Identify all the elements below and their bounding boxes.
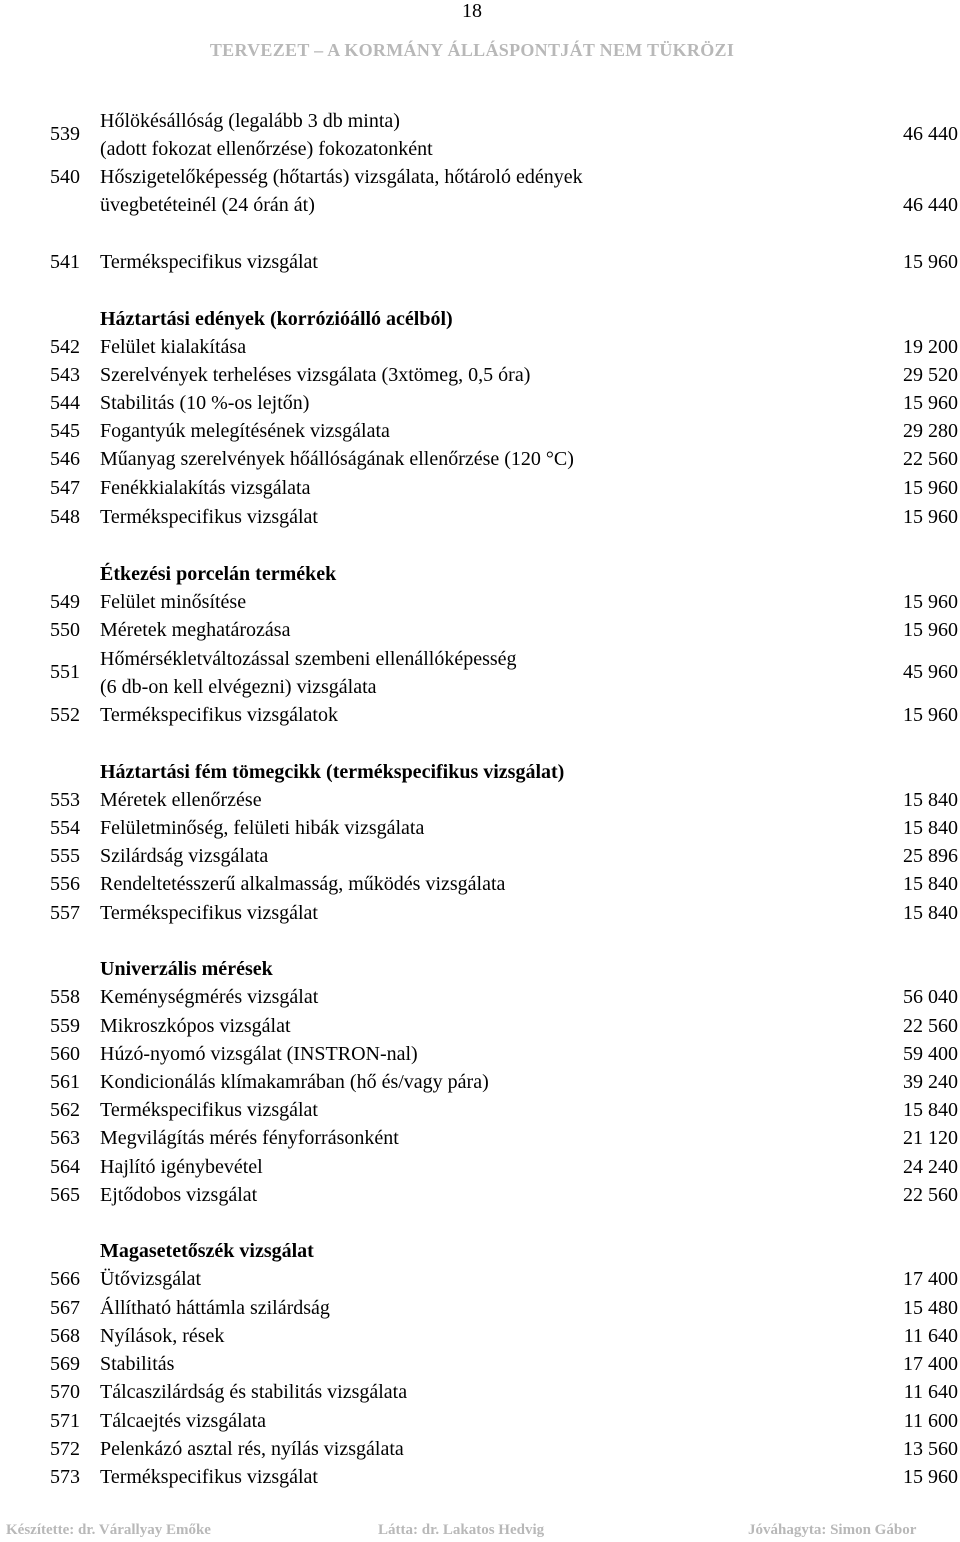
- item-number: 563: [50, 1127, 80, 1149]
- item-number: 567: [50, 1297, 80, 1319]
- item-number: 542: [50, 336, 80, 358]
- item-price: 15 840: [903, 817, 958, 839]
- item-description: Felület kialakítása: [100, 336, 247, 358]
- item-description: Műanyag szerelvények hőállóságának ellenőrzése (120 °C): [100, 448, 574, 470]
- item-description: Állítható háttámla szilárdság: [100, 1297, 330, 1319]
- item-price: 13 560: [903, 1438, 958, 1460]
- item-price: 46 440: [903, 194, 958, 216]
- item-number: 570: [50, 1381, 80, 1403]
- item-description: Ejtődobos vizsgálat: [100, 1184, 258, 1206]
- item-price: 56 040: [903, 986, 958, 1008]
- item-price: 15 840: [903, 873, 958, 895]
- item-description: Felület minősítése: [100, 591, 247, 613]
- item-number: 554: [50, 817, 80, 839]
- item-number: 566: [50, 1268, 80, 1290]
- section-heading: Univerzális mérések: [100, 958, 273, 980]
- item-number: 545: [50, 420, 80, 442]
- item-price: 11 600: [903, 1410, 958, 1432]
- section-heading: Háztartási edények (korrózióálló acélból): [100, 308, 453, 330]
- item-price: 29 280: [903, 420, 958, 442]
- item-description: Fenékkialakítás vizsgálata: [100, 477, 311, 499]
- item-description: Méretek ellenőrzése: [100, 789, 262, 811]
- item-number: 565: [50, 1184, 80, 1206]
- item-price: 46 440: [903, 123, 958, 145]
- item-price: 59 400: [903, 1043, 958, 1065]
- item-number: 548: [50, 506, 80, 528]
- item-number: 544: [50, 392, 80, 414]
- item-number: 555: [50, 845, 80, 867]
- item-description: Méretek meghatározása: [100, 619, 291, 641]
- item-description: Termékspecifikus vizsgálat: [100, 506, 318, 528]
- item-price: 15 960: [903, 1466, 958, 1488]
- item-price: 22 560: [903, 1015, 958, 1037]
- item-number: 541: [50, 251, 80, 273]
- item-description: Hőszigetelőképesség (hőtartás) vizsgálata, hőtároló edények: [100, 166, 583, 188]
- item-price: 15 960: [903, 704, 958, 726]
- item-description: Termékspecifikus vizsgálat: [100, 1466, 318, 1488]
- item-description: Termékspecifikus vizsgálat: [100, 1099, 318, 1121]
- draft-watermark-note: TERVEZET – A KORMÁNY ÁLLÁSPONTJÁT NEM TÜKRÖZI: [209, 40, 735, 60]
- item-price: 15 960: [903, 506, 958, 528]
- footer-reviewed-by: Látta: dr. Lakatos Hedvig: [378, 1522, 545, 1538]
- item-price: 39 240: [903, 1071, 958, 1093]
- item-description: Termékspecifikus vizsgálatok: [100, 704, 338, 726]
- page-number: 18: [462, 0, 482, 22]
- item-description: Mikroszkópos vizsgálat: [100, 1015, 291, 1037]
- item-number: 573: [50, 1466, 80, 1488]
- item-price: 22 560: [903, 1184, 958, 1206]
- item-price: 19 200: [903, 336, 958, 358]
- item-price: 15 840: [903, 902, 958, 924]
- item-number: 543: [50, 364, 80, 386]
- item-price: 15 960: [903, 591, 958, 613]
- item-price: 11 640: [903, 1381, 958, 1403]
- item-description: Megvilágítás mérés fényforrásonként: [100, 1127, 399, 1149]
- item-description: (adott fokozat ellenőrzése) fokozatonként: [100, 138, 433, 160]
- item-number: 557: [50, 902, 80, 924]
- item-number: 559: [50, 1015, 80, 1037]
- item-number: 540: [50, 166, 80, 188]
- item-price: 15 840: [903, 789, 958, 811]
- item-description: Ütővizsgálat: [100, 1268, 202, 1290]
- section-heading: Magasetetőszék vizsgálat: [100, 1240, 314, 1262]
- item-price: 15 960: [903, 477, 958, 499]
- item-number: 547: [50, 477, 80, 499]
- item-description: Rendeltetésszerű alkalmasság, működés vizsgálata: [100, 873, 506, 895]
- item-price: 29 520: [903, 364, 958, 386]
- item-description: Felületminőség, felületi hibák vizsgálata: [100, 817, 425, 839]
- item-number: 571: [50, 1410, 80, 1432]
- item-description: Hőmérsékletváltozással szembeni ellenállóképesség: [100, 648, 517, 670]
- footer-approved-by: Jóváhagyta: Simon Gábor: [748, 1522, 917, 1538]
- item-number: 552: [50, 704, 80, 726]
- item-number: 561: [50, 1071, 80, 1093]
- item-price: 24 240: [903, 1156, 958, 1178]
- item-number: 572: [50, 1438, 80, 1460]
- item-description: Szerelvények terheléses vizsgálata (3xtömeg, 0,5 óra): [100, 364, 531, 386]
- item-number: 549: [50, 591, 80, 613]
- section-heading: Étkezési porcelán termékek: [100, 563, 337, 585]
- item-number: 558: [50, 986, 80, 1008]
- item-price: 25 896: [903, 845, 958, 867]
- item-number: 562: [50, 1099, 80, 1121]
- item-price: 15 840: [903, 1099, 958, 1121]
- item-price: 15 960: [903, 619, 958, 641]
- item-number: 550: [50, 619, 80, 641]
- item-price: 15 960: [903, 392, 958, 414]
- item-description: Nyílások, rések: [100, 1325, 225, 1347]
- item-description: Tálcaejtés vizsgálata: [100, 1410, 267, 1432]
- item-description: (6 db-on kell elvégezni) vizsgálata: [100, 676, 377, 698]
- item-description: üvegbetéteinél (24 órán át): [100, 194, 315, 216]
- item-number: 560: [50, 1043, 80, 1065]
- item-description: Stabilitás (10 %-os lejtőn): [100, 392, 310, 414]
- item-number: 569: [50, 1353, 80, 1375]
- item-description: Fogantyúk melegítésének vizsgálata: [100, 420, 390, 442]
- item-description: Hajlító igénybevétel: [100, 1156, 263, 1178]
- item-description: Termékspecifikus vizsgálat: [100, 902, 318, 924]
- item-number: 553: [50, 789, 80, 811]
- item-number: 551: [50, 661, 80, 683]
- item-price: 17 400: [903, 1353, 958, 1375]
- item-description: Keménységmérés vizsgálat: [100, 986, 319, 1008]
- item-price: 45 960: [903, 661, 958, 683]
- section-heading: Háztartási fém tömegcikk (termékspecifikus vizsgálat): [100, 761, 565, 783]
- item-price: 17 400: [903, 1268, 958, 1290]
- item-number: 556: [50, 873, 80, 895]
- item-price: 22 560: [903, 448, 958, 470]
- item-description: Szilárdság vizsgálata: [100, 845, 269, 867]
- item-number: 546: [50, 448, 80, 470]
- item-description: Stabilitás: [100, 1353, 175, 1375]
- item-description: Termékspecifikus vizsgálat: [100, 251, 318, 273]
- item-description: Húzó-nyomó vizsgálat (INSTRON-nal): [100, 1043, 418, 1065]
- item-number: 564: [50, 1156, 80, 1178]
- item-description: Hőlökésállóság (legalább 3 db minta): [100, 110, 400, 132]
- item-price: 11 640: [903, 1325, 958, 1347]
- item-description: Kondicionálás klímakamrában (hő és/vagy pára): [100, 1071, 489, 1093]
- item-description: Tálcaszilárdság és stabilitás vizsgálata: [100, 1381, 408, 1403]
- item-number: 568: [50, 1325, 80, 1347]
- footer-prepared-by: Készítette: dr. Várallyay Emőke: [6, 1522, 211, 1538]
- item-price: 21 120: [903, 1127, 958, 1149]
- item-price: 15 480: [903, 1297, 958, 1319]
- item-price: 15 960: [903, 251, 958, 273]
- item-description: Pelenkázó asztal rés, nyílás vizsgálata: [100, 1438, 404, 1460]
- item-number: 539: [50, 123, 80, 145]
